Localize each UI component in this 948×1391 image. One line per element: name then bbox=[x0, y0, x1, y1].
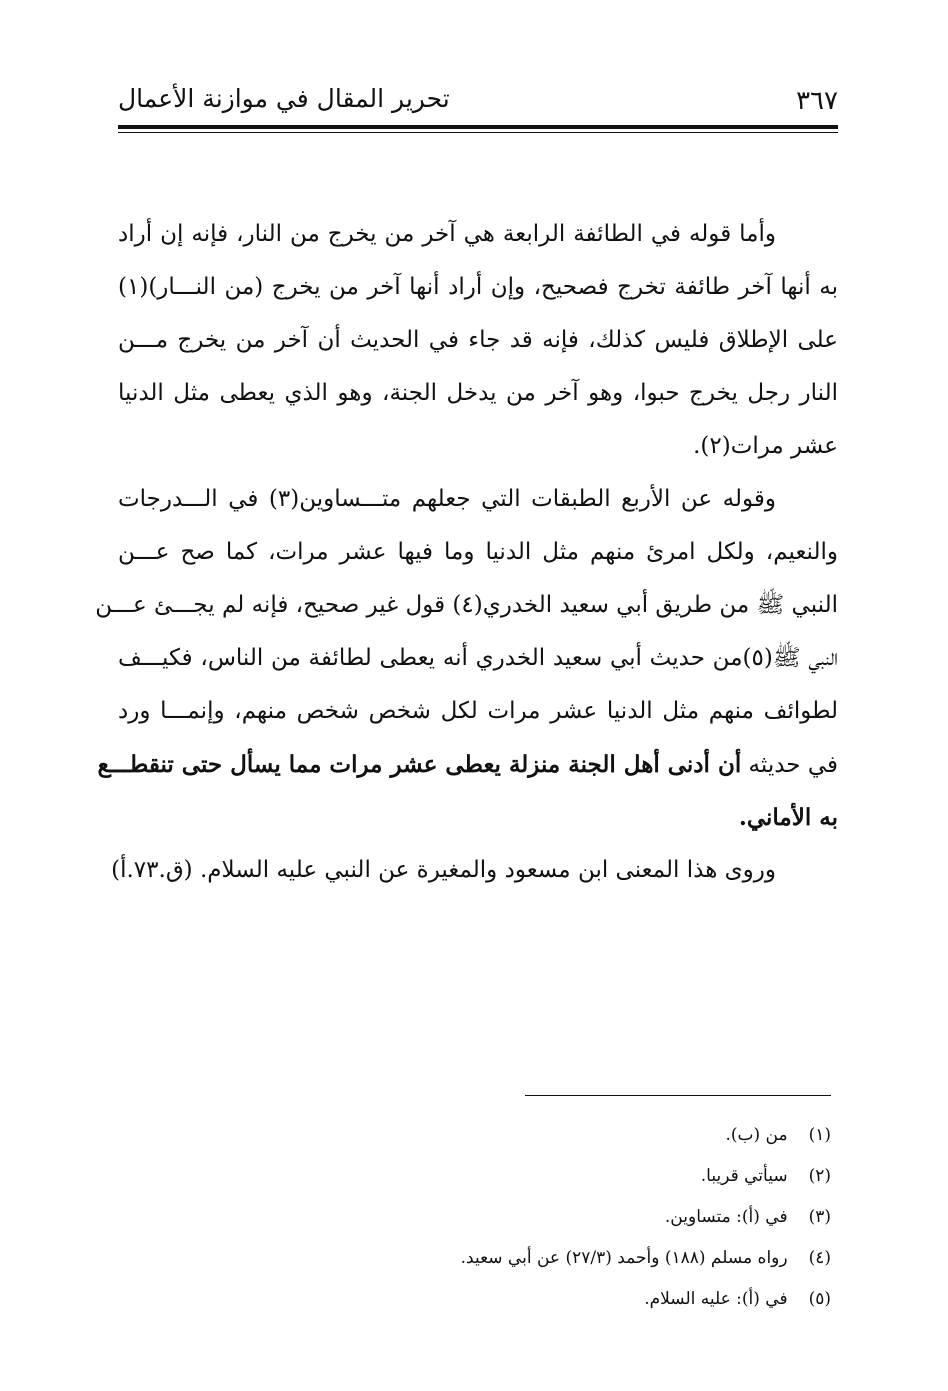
body-line: النبي ﷺ(٥)من حديث أبي سعيد الخدري أنه يعطى لطائفة من الناس، فكيـــف bbox=[118, 645, 839, 671]
footnote bbox=[300, 1197, 831, 1238]
body-text bbox=[95, 208, 839, 897]
body-line: النار رجل يخرج حبوا، وهو آخر من يدخل الجنة، وهو الذي يعطى مثل الدنيا bbox=[118, 380, 838, 406]
footnote-text: في (أ): متساوين. bbox=[664, 1207, 788, 1227]
body-line: وأما قوله في الطائفة الرابعة هي آخر من يخرج من النار، فإنه إن أراد bbox=[118, 221, 776, 247]
footnote bbox=[300, 1156, 831, 1197]
body-line-mixed bbox=[97, 738, 838, 791]
footnote-separator bbox=[525, 1095, 831, 1096]
footnote-text: سيأتي قريبا. bbox=[700, 1166, 788, 1186]
body-line: عشر مرات(٢). bbox=[693, 433, 838, 459]
footnote-text: رواه مسلم (١٨٨) وأحمد (٢٧/٣) عن أبي سعيد. bbox=[460, 1248, 788, 1268]
footnote-text: من (ب). bbox=[725, 1125, 788, 1145]
page-header bbox=[118, 78, 838, 118]
footnote bbox=[300, 1115, 831, 1156]
header-rule-thin bbox=[118, 132, 838, 133]
body-line: وروى هذا المعنى ابن مسعود والمغيرة عن النبي عليه السلام. (ق.٧٣.أ) bbox=[111, 857, 776, 883]
footnote bbox=[300, 1279, 831, 1320]
footnote-number: (١) bbox=[808, 1125, 831, 1145]
bold-quote-end: به الأماني. bbox=[738, 804, 838, 831]
footnotes bbox=[300, 1115, 831, 1320]
body-line: والنعيم، ولكل امرئ منهم مثل الدنيا وما فيها عشر مرات، كما صح عـــن bbox=[118, 539, 838, 565]
footnote bbox=[300, 1238, 831, 1279]
body-line: على الإطلاق فليس كذلك، فإنه قد جاء في الحديث أن آخر من يخرج مـــن bbox=[118, 327, 838, 353]
footnote-text: في (أ): عليه السلام. bbox=[644, 1289, 788, 1309]
running-title: تحرير المقال في موازنة الأعمال bbox=[118, 84, 450, 113]
body-line: لطوائف منهم مثل الدنيا عشر مرات لكل شخص شخص منهم، وإنمـــا ورد bbox=[118, 698, 838, 724]
footnote-number: (٤) bbox=[808, 1248, 831, 1268]
page-number: ٣٦٧ bbox=[796, 86, 838, 116]
footnote-number: (٣) bbox=[808, 1207, 831, 1227]
body-line: به أنها آخر طائفة تخرج فصحيح، وإن أراد أنها آخر من يخرج (من النـــار)(١) bbox=[118, 274, 838, 300]
header-rule-thick bbox=[118, 125, 838, 129]
footnote-number: (٥) bbox=[808, 1289, 831, 1309]
bold-quote: أن أدنى أهل الجنة منزلة يعطى عشر مرات مما يسأل حتى تنقطـــع bbox=[97, 751, 742, 778]
footnote-number: (٢) bbox=[808, 1166, 831, 1186]
body-line: النبي ﷺ من طريق أبي سعيد الخدري(٤) قول غير صحيح، فإنه لم يجـــئ عـــن bbox=[95, 592, 838, 618]
body-line-start: في حديثه bbox=[748, 752, 838, 778]
body-line: وقوله عن الأربع الطبقات التي جعلهم متـــساوين(٣) في الـــدرجات bbox=[118, 486, 776, 512]
